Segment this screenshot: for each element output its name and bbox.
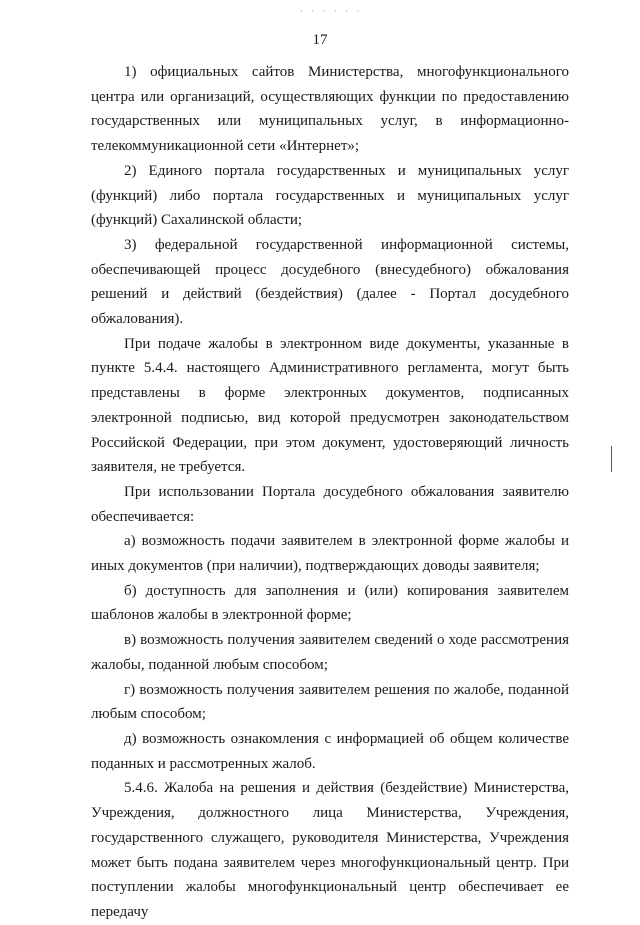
paragraph-portal-provides: При использовании Портала досудебного обжалования заявителю обеспечивается: <box>91 483 569 525</box>
paragraph-item-g: г) возможность получения заявителем решения по жалобе, поданной любым способом; <box>91 681 569 723</box>
paragraph-item-2-unified-portal: 2) Единого портала государственных и муниципальных услуг (функций) либо портала государственных и муниципальных услуг (функций) Сахалинской области; <box>91 162 569 229</box>
document-body <box>91 60 569 925</box>
paragraph-electronic-submission: При подаче жалобы в электронном виде документы, указанные в пункте 5.4.4. настоящего Административного регламента, могут быть представлены в форме электронных документов, подписанных электронной подписью, вид которой предусмотрен законодательством Российской Федерации, при этом документ, удостоверяющий личность заявителя, не требуется. <box>91 335 569 476</box>
paragraph-5-4-6: 5.4.6. Жалоба на решения и действия (бездействие) Министерства, Учреждения, должностного лица Министерства, Учреждения, государственного служащего, руководителя Министерства, Учреждения может быть подана заявителем через многофункциональный центр. При поступлении жалобы многофункциональный центр обеспечивает ее передачу <box>91 780 569 920</box>
paragraph-item-a: а) возможность подачи заявителем в электронной форме жалобы и иных документов (при наличии), подтверждающих доводы заявителя; <box>91 533 569 575</box>
paragraph-item-v: в) возможность получения заявителем сведений о ходе рассмотрения жалобы, поданной любым способом; <box>91 632 569 673</box>
page-number: 17 <box>312 32 328 48</box>
scan-artifact-mark <box>611 446 612 472</box>
scan-noise: · · · · · · <box>300 6 363 16</box>
paragraph-item-b: б) доступность для заполнения и (или) копирования заявителем шаблонов жалобы в электронной форме; <box>91 582 569 624</box>
paragraph-item-3-federal-system: 3) федеральной государственной информационной системы, обеспечивающей процесс досудебного (внесудебного) обжалования решений и действий (бездействия) (далее - Портал досудебного обжалования). <box>91 236 569 328</box>
paragraph-item-d: д) возможность ознакомления с информацией об общем количестве поданных и рассмотренных жалоб. <box>91 730 569 772</box>
paragraph-item-1-official-sites: 1) официальных сайтов Министерства, многофункционального центра или организаций, осуществляющих функции по предоставлению государственных или муниципальных услуг, в информационно-телекоммуникационной сети «Интернет»; <box>91 64 569 155</box>
